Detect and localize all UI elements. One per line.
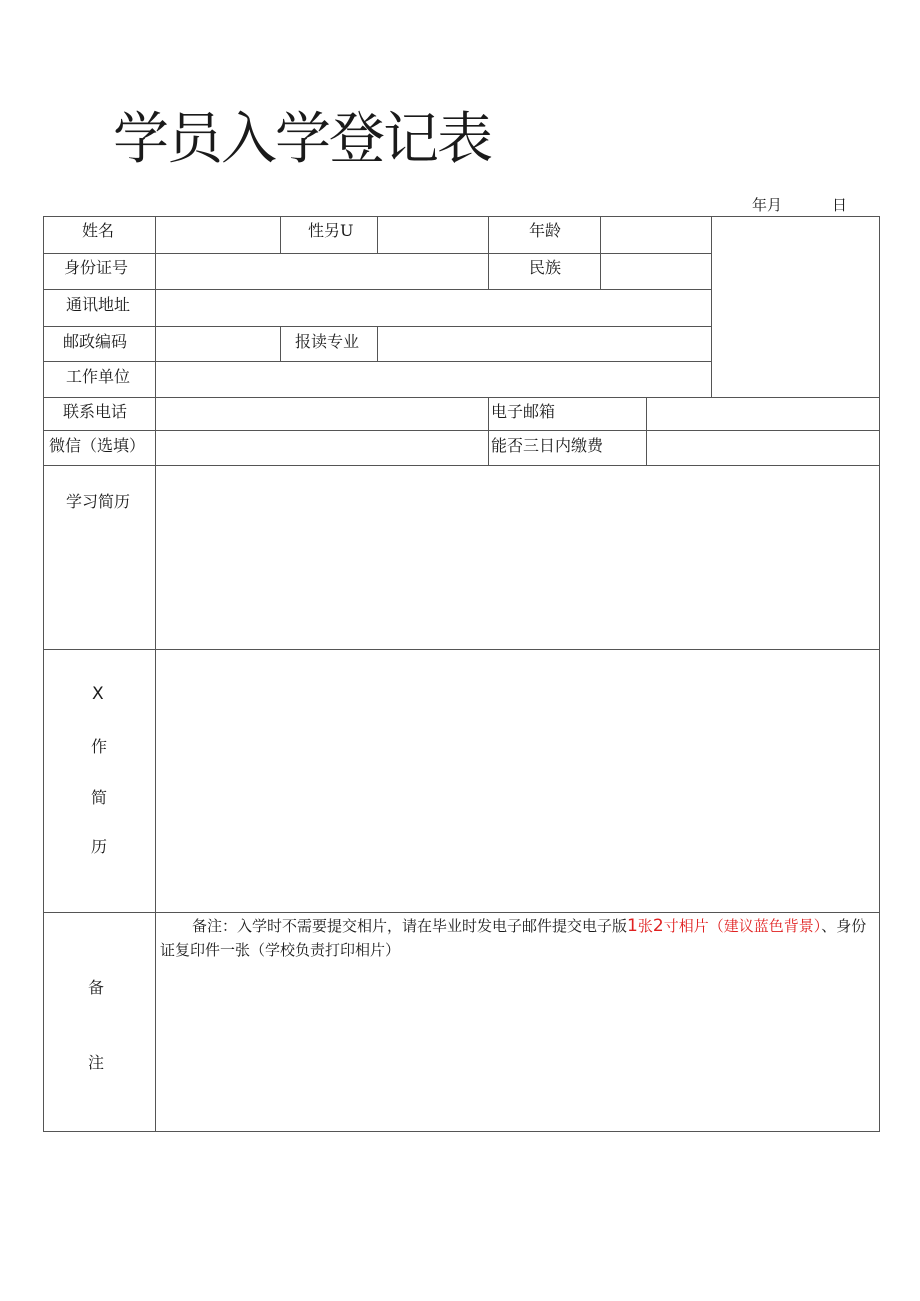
address-label: 通讯地址 bbox=[66, 295, 131, 314]
email-field[interactable] bbox=[647, 398, 879, 430]
phone-field[interactable] bbox=[156, 398, 488, 430]
age-field[interactable] bbox=[601, 217, 711, 253]
page-title: 学员入学登记表 bbox=[113, 107, 491, 172]
workplace-label: 工作单位 bbox=[66, 367, 131, 386]
name-field[interactable] bbox=[156, 217, 280, 253]
payment-field[interactable] bbox=[647, 431, 879, 465]
remark-photo-requirement: 寸相片（建议蓝色背景） bbox=[663, 917, 822, 935]
work-history-field[interactable] bbox=[156, 650, 879, 912]
id-number-field[interactable] bbox=[156, 254, 488, 289]
date-year-month: 年月 bbox=[752, 196, 783, 214]
phone-label: 联系电话 bbox=[63, 402, 128, 421]
date-day: 日 bbox=[832, 196, 848, 214]
work-history-label-2: 作 bbox=[91, 737, 108, 756]
remark-part-1: 备注：入学时不需要提交相片，请在毕业时发电子邮件提交电子版 bbox=[192, 917, 628, 935]
remark-part-2: 、身份证复印件一张（学校负责打印相片） bbox=[160, 917, 867, 959]
gender-label: 性另U bbox=[308, 221, 354, 240]
payment-label: 能否三日内缴费 bbox=[491, 436, 604, 455]
wechat-label: 微信（选填） bbox=[49, 436, 146, 455]
workplace-field[interactable] bbox=[156, 362, 711, 397]
remark-number-1: 1 bbox=[627, 916, 638, 936]
name-label: 姓名 bbox=[82, 221, 115, 240]
work-history-label-4: 历 bbox=[91, 837, 108, 856]
id-number-label: 身份证号 bbox=[64, 258, 129, 277]
photo-area[interactable] bbox=[712, 217, 879, 397]
remark-zhang: 张 bbox=[637, 917, 653, 935]
wechat-field[interactable] bbox=[156, 431, 488, 465]
major-field[interactable] bbox=[378, 327, 711, 361]
remark-label-1: 备 bbox=[88, 978, 105, 997]
ethnicity-field[interactable] bbox=[601, 254, 711, 289]
remark-number-2: 2 bbox=[652, 916, 664, 936]
major-label: 报读专业 bbox=[295, 332, 360, 351]
email-label: 电子邮箱 bbox=[491, 402, 556, 421]
postcode-label: 邮政编码 bbox=[63, 332, 128, 351]
grid-line bbox=[43, 912, 880, 913]
work-history-label-3: 简 bbox=[91, 788, 108, 807]
ethnicity-label: 民族 bbox=[529, 258, 562, 277]
study-history-label: 学习简历 bbox=[66, 492, 131, 511]
grid-line bbox=[280, 216, 281, 253]
study-history-field[interactable] bbox=[156, 466, 879, 649]
postcode-field[interactable] bbox=[156, 327, 280, 361]
remark-label-2: 注 bbox=[88, 1053, 105, 1072]
grid-line bbox=[280, 326, 281, 361]
grid-line bbox=[879, 216, 880, 1132]
work-history-label-1: X bbox=[92, 684, 104, 704]
address-field[interactable] bbox=[156, 290, 711, 326]
age-label: 年龄 bbox=[529, 221, 562, 240]
gender-field[interactable] bbox=[378, 217, 488, 253]
grid-line bbox=[488, 397, 489, 465]
grid-line bbox=[43, 1131, 880, 1132]
remark-text bbox=[160, 914, 876, 962]
grid-line bbox=[488, 216, 489, 289]
grid-line bbox=[43, 216, 44, 1132]
